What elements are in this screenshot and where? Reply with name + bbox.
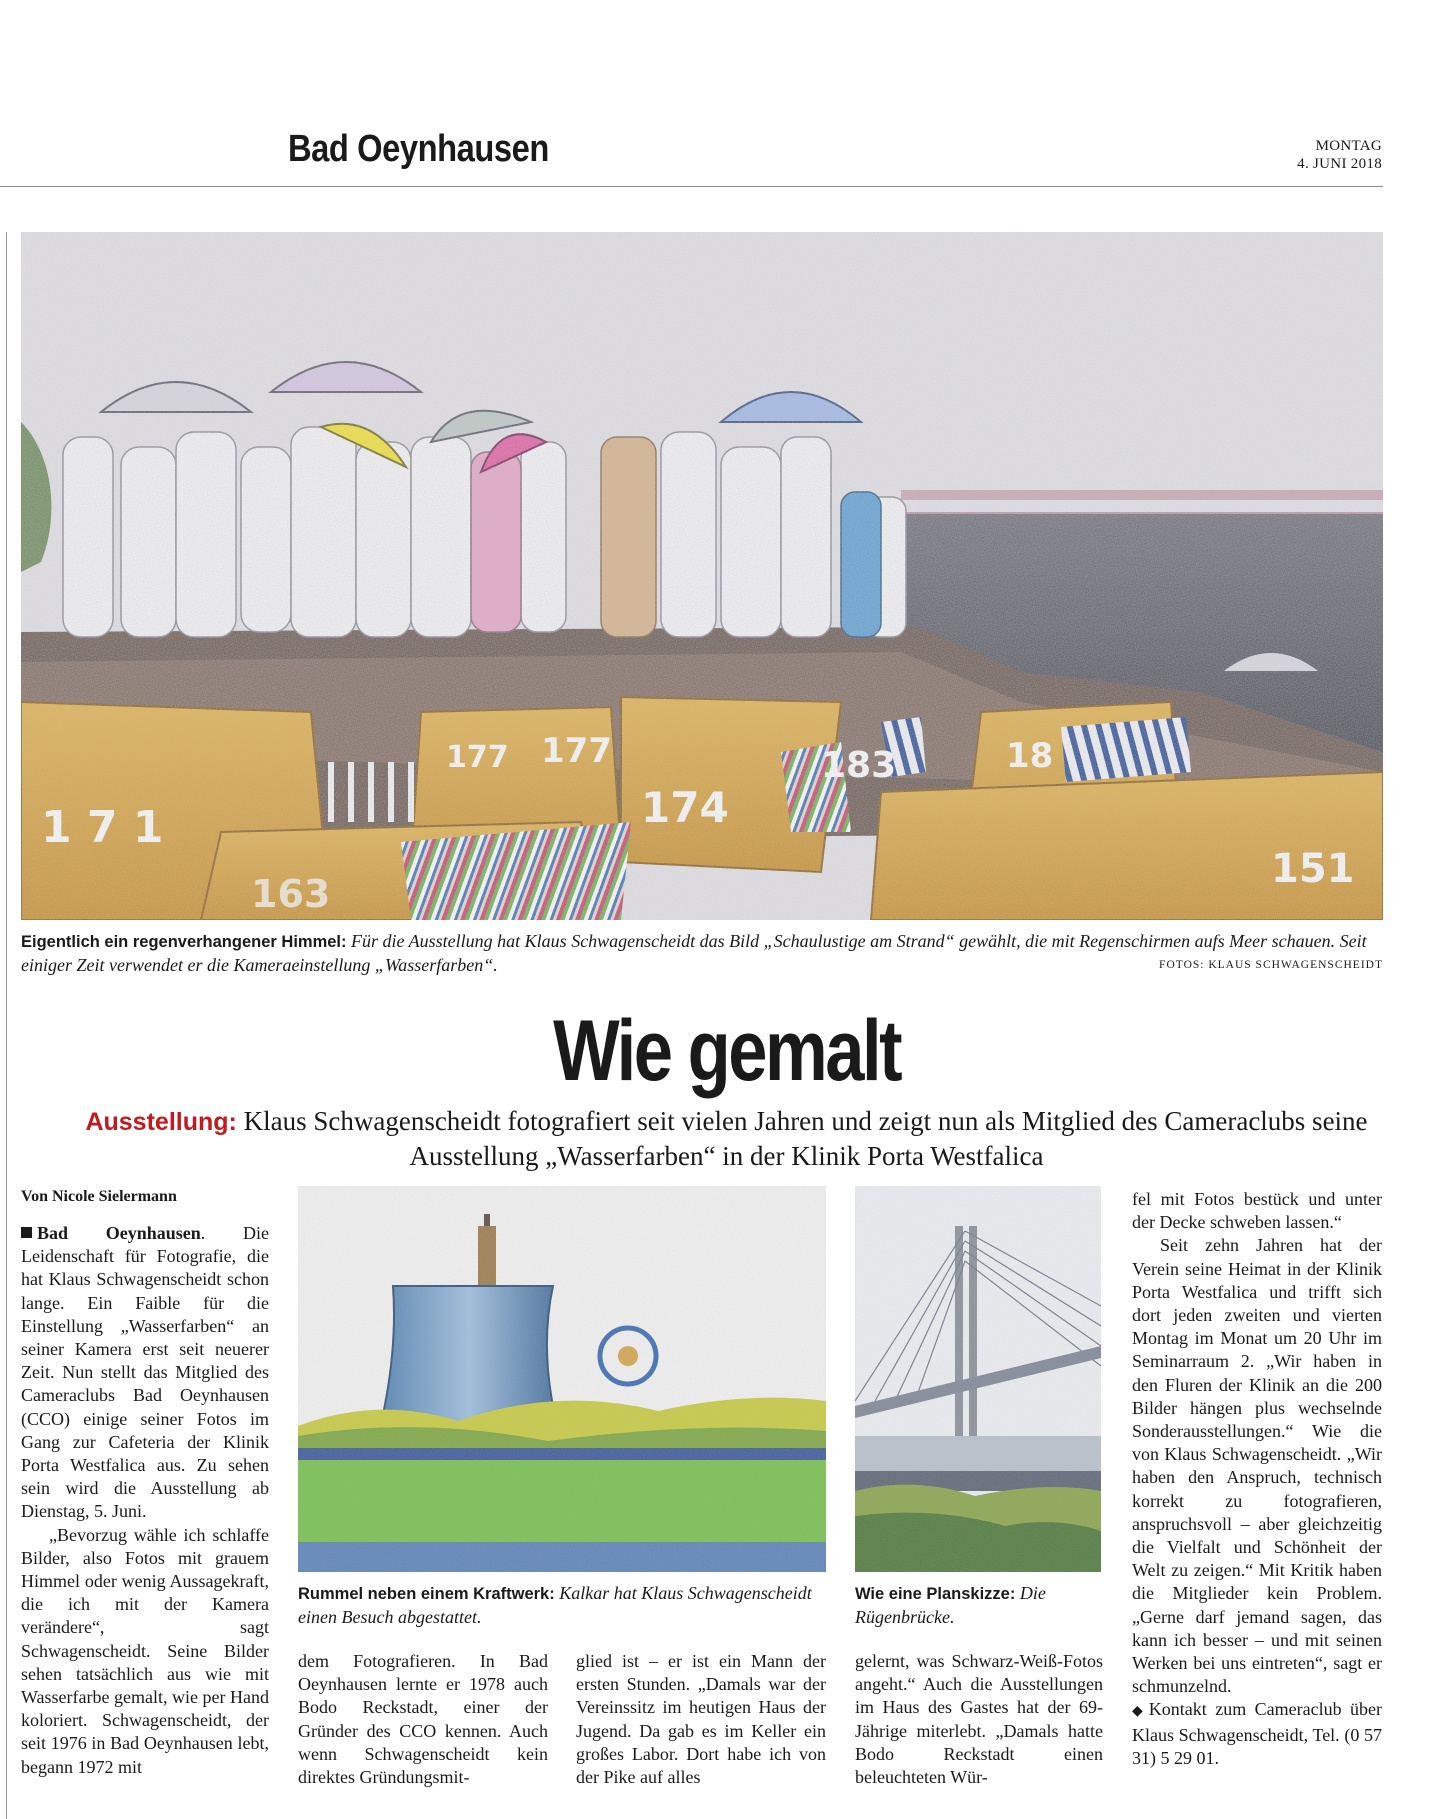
- photo-ruegen-bridge: [855, 1186, 1101, 1572]
- col5-paragraph-2: Seit zehn Jahren hat der Verein seine Heimat in der Klinik Porta Westfalica und trifft sich dort jeden zweiten und vierten Montag im Monat um 20 Uhr im Seminarraum 2. „Wir haben in den Fluren der Klinik an die 200 Bilder hängen plus wechselnde Sonderausstellungen.“ Wie die von Klaus Schwagenscheidt. „Wir haben den Anspruch, technisch korrekt zu fotografieren, anspruchsvoll – aber gleichzeitig die Vielfalt und Schönheit der Welt zu zeigen.“ Mit Kritik haben die Mitglieder kein Problem. „Gerne darf jemand sagen, das kann ich besser – und mit seinen Werken bei uns eintreten“, sagt er schmunzelnd.: [1132, 1235, 1382, 1697]
- article-column-4: [855, 1650, 1103, 1789]
- headline: [0, 1002, 1453, 1101]
- article-column-1: [21, 1222, 269, 1779]
- bridge-caption-lead: Wie eine Planskizze:: [855, 1585, 1016, 1603]
- bridge-caption-text: Die Rügenbrücke.: [855, 1583, 1046, 1627]
- col2-paragraph: dem Fotografieren. In Bad Oeynhausen lernte er 1978 auch Bodo Reckstadt, einer der Gründer des CCO kennen. Auch wenn Schwagenscheidt kein direktes Gründungsmit-: [298, 1651, 548, 1788]
- main-caption-text: Für die Ausstellung hat Klaus Schwagenscheidt das Bild „Schaulustige am Strand“ gewählt, die mit Regenschirmen aufs Meer schauen. Seit einiger Zeit verwendet er die Kameraeinstellung „Wasserfarben“.: [21, 931, 1367, 975]
- col1-paragraph-1: . Die Leidenschaft für Fotografie, die hat Klaus Schwagenscheidt schon lange. Ein Faible für die Einstellung „Wasserfarben“ an seiner Kamera erst seit neuerer Zeit. Nun stellt das Mitglied des Cameraclubs Bad Oeynhausen (CCO) einige seiner Fotos im Gang zur Cafeteria der Klinik Porta Westfalica aus. Zu sehen sein wird die Ausstellung ab Dienstag, 5. Juni.: [21, 1223, 269, 1522]
- issue-date: [1297, 137, 1382, 173]
- col5-paragraph-1: fel mit Fotos bestück und unter der Decke schweben lassen.“: [1132, 1189, 1382, 1233]
- col5-contact: Kontakt zum Cameraclub über Klaus Schwagenscheidt, Tel. (0 57 31) 5 29 01.: [1132, 1699, 1382, 1768]
- dateline: Bad Oeynhausen: [37, 1223, 201, 1243]
- kalkar-photo-caption: [298, 1582, 828, 1629]
- issue-date-text: 4. JUNI 2018: [1297, 156, 1382, 172]
- col4-paragraph: gelernt, was Schwarz-Weiß-Fotos angeht.“ Auch die Ausstellungen im Haus des Gastes hat der 69-Jährige miterlebt. „Damals hatte Bodo Reckstadt einen beleuchteten Wür-: [855, 1651, 1103, 1788]
- photo-kalkar-cooling-tower: [298, 1186, 826, 1572]
- article-column-2: [298, 1650, 548, 1789]
- subheadline-text: Klaus Schwagenscheidt fotografiert seit vielen Jahren und zeigt nun als Mitglied des Cameraclubs seine Ausstellung „Wasserfarben“ in der Klinik Porta Westfalica: [243, 1106, 1368, 1171]
- kalkar-caption-text: Kalkar hat Klaus Schwagenscheidt einen Besuch abgestattet.: [298, 1583, 812, 1627]
- kicker: Ausstellung:: [85, 1108, 237, 1136]
- issue-weekday: MONTAG: [1315, 138, 1382, 154]
- photo-credit: FOTOS: KLAUS SCHWAGENSCHEIDT: [1159, 959, 1383, 971]
- col3-paragraph: glied ist – er ist ein Mann der ersten Stunden. „Damals war der Vereinssitz im heutigen Haus der Jugend. Da gab es im Keller ein großes Labor. Dort habe ich von der Pike auf alles: [576, 1651, 826, 1788]
- article-column-3: [576, 1650, 826, 1789]
- section-title: Bad Oeynhausen: [288, 128, 549, 170]
- subheadline: [30, 1104, 1423, 1173]
- col1-paragraph-2: „Bevorzug wähle ich schlaffe Bilder, also Fotos mit grauem Himmel oder wenig Aussagekraft, die ich mit der Kamera verändere“, sagt Schwagenscheidt. Seine Bilder sehen tatsächlich aus wie mit Wasserfarbe gemalt, wie per Hand koloriert. Schwagenscheidt, der seit 1976 in Bad Oeynhausen lebt, begann 1972 mit: [21, 1524, 269, 1777]
- square-bullet-icon: [21, 1227, 32, 1238]
- bridge-photo-caption: [855, 1582, 1103, 1629]
- headline-text: Wie gemalt: [552, 1003, 901, 1099]
- article-column-5: [1132, 1188, 1382, 1770]
- main-caption-lead: Eigentlich ein regenverhangener Himmel:: [21, 933, 347, 951]
- main-photo-beach-spectators: [21, 232, 1383, 920]
- header-divider: [0, 186, 1383, 187]
- byline: Von Nicole Sielermann: [21, 1188, 177, 1205]
- diamond-bullet-icon: ◆: [1132, 1704, 1143, 1720]
- kalkar-caption-lead: Rummel neben einem Kraftwerk:: [298, 1585, 555, 1603]
